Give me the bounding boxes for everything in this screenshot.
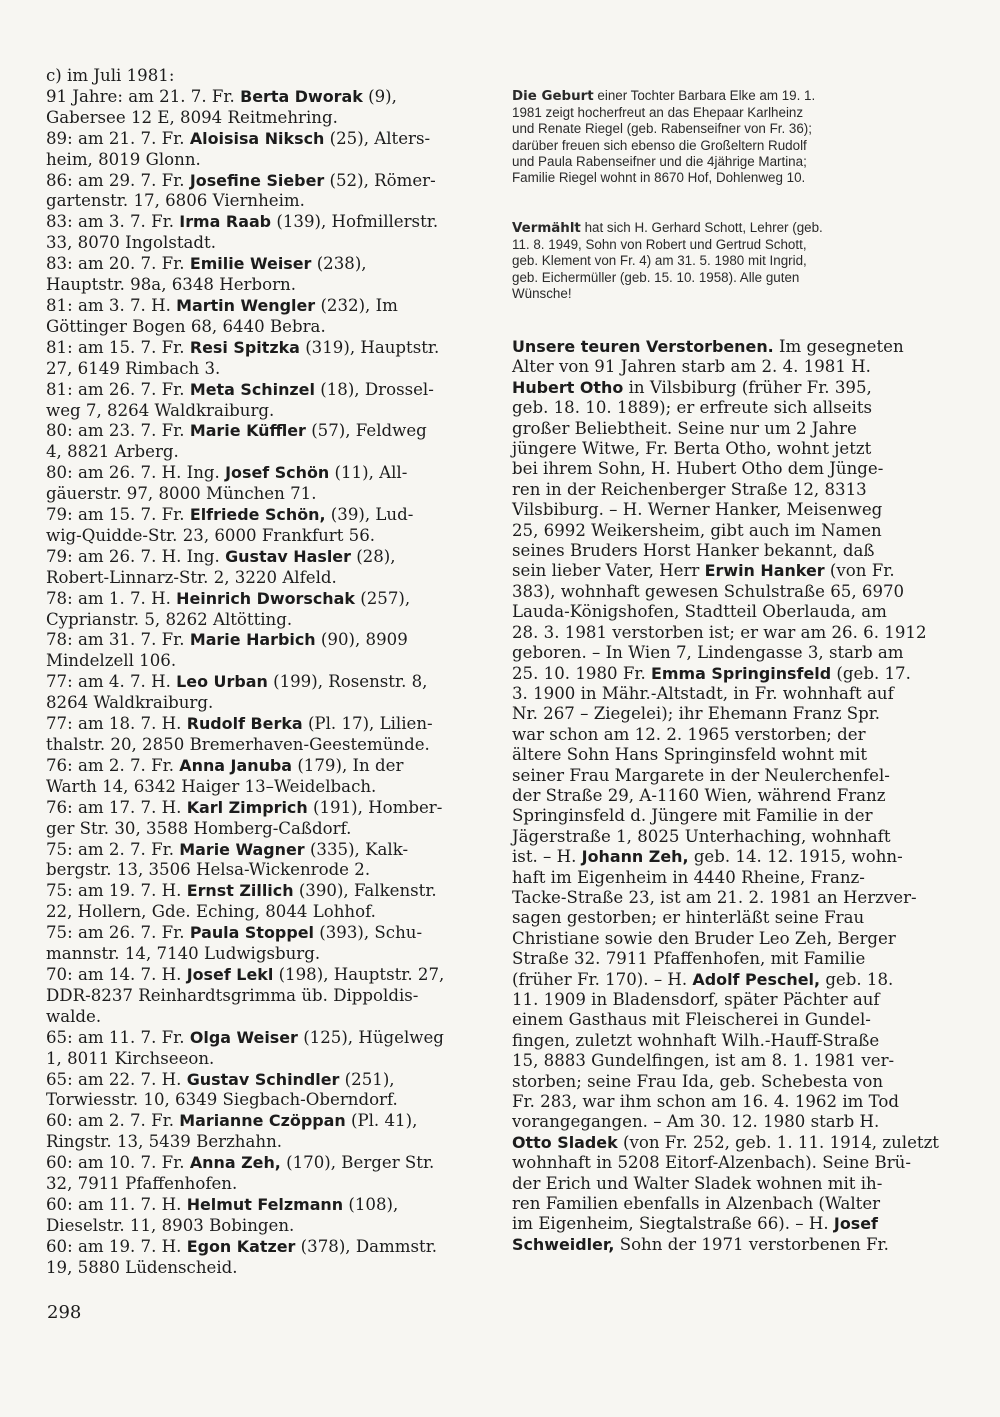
birthday-entry <box>46 798 484 840</box>
text-line: Christiane sowie den Bruder Leo Zeh, Berger <box>512 928 896 948</box>
text-line: Wünsche! <box>512 285 572 301</box>
text-line: 11. 8. 1949, Sohn von Robert und Gertrud Schott, <box>512 237 807 253</box>
person-name: Rudolf Berka <box>186 714 303 734</box>
birthday-entry <box>46 129 484 171</box>
text-line: (von Fr. <box>829 561 895 581</box>
entry-line <box>46 714 484 735</box>
text-line: (früher Fr. 170). – H. <box>512 969 688 989</box>
entry-date: 77: am 4. 7. H. <box>46 672 171 692</box>
birthday-entry <box>46 338 484 380</box>
birthday-entry <box>46 1070 484 1112</box>
entry-detail: (179), In der <box>297 755 404 775</box>
text-line: Lauda-Königshofen, Stadtteil Oberlauda, am <box>512 602 887 622</box>
entry-detail: (52), Römer- <box>329 170 436 190</box>
entry-line <box>46 338 484 359</box>
person-name: Leo Urban <box>176 672 268 692</box>
person-name: Gustav Hasler <box>225 546 351 566</box>
person-name: Schweidler, <box>512 1234 615 1254</box>
text-line: der Erich und Walter Sladek wohnen mit ih- <box>512 1173 883 1193</box>
entry-detail: (9), <box>368 86 397 106</box>
person-name: Ernst Zillich <box>186 881 294 901</box>
entry-date: 70: am 14. 7. H. <box>46 964 182 984</box>
text-line: (von Fr. 252, geb. 1. 11. 1914, zuletzt <box>622 1132 939 1152</box>
entry-date: 75: am 2. 7. Fr. <box>46 839 174 859</box>
entry-detail: (378), Dammstr. <box>300 1236 438 1256</box>
person-name: Resi Spitzka <box>189 337 300 357</box>
entry-address: Hauptstr. 98a, 6348 Herborn. <box>46 275 296 295</box>
text-line: großer Beliebtheit. Seine nur um 2 Jahre <box>512 418 857 438</box>
entry-address: weg 7, 8264 Waldkraiburg. <box>46 400 275 420</box>
person-name: Egon Katzer <box>186 1236 296 1256</box>
entry-address: 32, 7911 Pfaffenhofen. <box>46 1174 238 1194</box>
entry-line <box>46 87 484 108</box>
entry-line <box>46 212 484 233</box>
entry-line <box>46 380 484 401</box>
entry-address: 33, 8070 Ingolstadt. <box>46 233 216 253</box>
birth-lead: Die Geburt <box>512 89 594 104</box>
entry-address: Cyprianstr. 5, 8262 Altötting. <box>46 609 293 629</box>
text-line: Im gesegneten <box>778 337 904 356</box>
page-number: 298 <box>47 1302 82 1323</box>
text-line: Fr. 283, war ihm schon am 16. 4. 1962 im Tod <box>512 1092 900 1112</box>
married-lead: Vermählt <box>512 221 581 236</box>
entry-address: heim, 8019 Glonn. <box>46 149 201 169</box>
person-name: Aloisisa Niksch <box>189 128 325 148</box>
entry-line <box>46 672 484 693</box>
person-name: Josef Lekl <box>186 964 274 984</box>
entry-line <box>46 547 484 568</box>
person-name: Johann Zeh, <box>581 847 689 867</box>
entry-address: Robert-Linnarz-Str. 2, 3220 Alfeld. <box>46 567 337 587</box>
entry-date: 89: am 21. 7. Fr. <box>46 128 185 148</box>
text-line: wohnhaft in 5208 Eitorf-Alzenbach). Seine Brü- <box>512 1153 911 1173</box>
entry-line <box>46 630 484 651</box>
entry-date: 76: am 17. 7. H. <box>46 797 182 817</box>
person-name: Marie Harbich <box>189 630 316 650</box>
text-line: geb. 18. 10. 1889); er erfreute sich allseits <box>512 398 873 418</box>
text-line: sagen gestorben; er hinterläßt seine Frau <box>512 908 865 928</box>
birth-announcement <box>512 88 952 186</box>
text-line: Vilsbiburg. – H. Werner Hanker, Meisenweg <box>512 500 883 520</box>
person-name: Hubert Otho <box>512 377 624 397</box>
entry-detail: (90), 8909 <box>320 630 408 650</box>
entry-line <box>46 505 484 526</box>
entry-date: 77: am 18. 7. H. <box>46 714 182 734</box>
entry-detail: (18), Drossel- <box>320 379 434 399</box>
entry-line <box>46 1195 484 1216</box>
entry-detail: (251), <box>344 1069 395 1089</box>
person-name: Olga Weiser <box>189 1027 298 1047</box>
person-name: Marianne Czöppan <box>179 1111 346 1131</box>
birthday-entry <box>46 1028 484 1070</box>
person-name: Martin Wengler <box>176 295 316 315</box>
person-name: Marie Wagner <box>179 839 305 859</box>
entry-detail: (57), Feldweg <box>311 421 427 441</box>
birthday-entry <box>46 881 484 923</box>
entry-date: 75: am 19. 7. H. <box>46 881 182 901</box>
person-name: Josef Schön <box>225 463 330 483</box>
text-line: Tacke-Straße 23, ist am 21. 2. 1981 an Herzver- <box>512 887 917 907</box>
entry-address: 4, 8821 Arberg. <box>46 442 179 462</box>
person-name: Anna Januba <box>179 755 293 775</box>
entry-address: wig-Quidde-Str. 23, 6000 Frankfurt 56. <box>46 525 376 545</box>
birthday-entry <box>46 1195 484 1237</box>
person-name: Meta Schinzel <box>189 379 315 399</box>
entry-address: thalstr. 20, 2850 Bremerhaven-Geestemünde. <box>46 735 430 754</box>
person-name: Elfriede Schön, <box>189 505 326 525</box>
entry-date: 91 Jahre: am 21. 7. Fr. <box>46 86 235 106</box>
entry-detail: (319), Hauptstr. <box>305 337 440 357</box>
text-line: geb. 18. <box>825 969 894 989</box>
entry-address: 19, 5880 Lüdenscheid. <box>46 1257 238 1277</box>
birthday-entry <box>46 965 484 1028</box>
entry-line <box>46 254 484 275</box>
text-line: seiner Frau Margarete in der Neulerchenfel- <box>512 765 890 785</box>
entry-date: 60: am 10. 7. Fr. <box>46 1153 185 1173</box>
entry-address: bergstr. 13, 3506 Helsa-Wickenrode 2. <box>46 860 371 880</box>
entry-address: 27, 6149 Rimbach 3. <box>46 358 221 378</box>
entry-detail: (39), Lud- <box>330 505 414 525</box>
entry-date: 83: am 20. 7. Fr. <box>46 254 185 274</box>
birthday-entry <box>46 923 484 965</box>
person-name: Emma Springinsfeld <box>651 663 832 683</box>
person-name: Josef <box>833 1214 878 1234</box>
text-line: ren Familien ebenfalls in Alzenbach (Walter <box>512 1194 881 1214</box>
entry-line <box>46 463 484 484</box>
entry-line <box>46 129 484 150</box>
entry-line <box>46 965 484 986</box>
entry-line <box>46 1111 484 1132</box>
entry-line <box>46 798 484 819</box>
entry-detail: (335), Kalk- <box>309 839 409 859</box>
birthday-entry <box>46 212 484 254</box>
entry-date: 80: am 26. 7. H. Ing. <box>46 463 220 483</box>
birthday-entry <box>46 87 484 129</box>
person-name: Adolf Peschel, <box>692 969 821 989</box>
entry-detail: (170), Berger Str. <box>286 1153 435 1173</box>
entry-date: 75: am 26. 7. Fr. <box>46 923 185 943</box>
entry-address: Mindelzell 106. <box>46 651 177 671</box>
text-line: haft im Eigenheim in 4440 Rheine, Franz- <box>512 867 865 887</box>
person-name: Anna Zeh, <box>189 1153 281 1173</box>
birthday-entry <box>46 505 484 547</box>
person-name: Gustav Schindler <box>186 1069 340 1089</box>
person-name: Heinrich Dworschak <box>176 588 355 608</box>
text-line: hat sich H. Gerhard Schott, Lehrer (geb. <box>584 220 823 235</box>
entry-detail: (191), Homber- <box>312 797 443 817</box>
marriage-announcement <box>512 220 952 302</box>
entry-date: 81: am 3. 7. H. <box>46 295 171 315</box>
entry-detail: (390), Falkenstr. <box>298 881 437 901</box>
text-line: storben; seine Frau Ida, geb. Schebesta von <box>512 1071 884 1091</box>
birthday-entry <box>46 1153 484 1195</box>
text-line: 25, 6992 Weikersheim, gibt auch im Namen <box>512 520 882 540</box>
entry-address: 22, Hollern, Gde. Eching, 8044 Lohhof. <box>46 902 376 922</box>
entry-date: 65: am 22. 7. H. <box>46 1069 182 1089</box>
entry-line <box>46 1028 484 1049</box>
entry-line <box>46 1070 484 1091</box>
text-line: vorangegangen. – Am 30. 12. 1980 starb H. <box>512 1112 880 1132</box>
person-name: Emilie Weiser <box>189 254 312 274</box>
entry-address: ger Str. 30, 3588 Homberg-Caßdorf. <box>46 818 352 838</box>
birthday-entry <box>46 1237 484 1279</box>
entry-date: 60: am 2. 7. Fr. <box>46 1111 174 1131</box>
entry-date: 78: am 1. 7. H. <box>46 588 171 608</box>
text-line: fingen, zuletzt wohnhaft Wilh.-Hauff-Straße <box>512 1030 880 1050</box>
entry-detail: (11), All- <box>334 463 408 483</box>
entry-detail: (139), Hofmillerstr. <box>276 212 439 232</box>
text-line: 1981 zeigt hocherfreut an das Ehepaar Karlheinz <box>512 105 804 121</box>
entry-date: 79: am 26. 7. H. Ing. <box>46 546 220 566</box>
entry-date: 83: am 3. 7. Fr. <box>46 212 174 232</box>
text-line: bei ihrem Sohn, H. Hubert Otho dem Jünge- <box>512 459 884 479</box>
entry-line <box>46 923 484 944</box>
text-line: seines Bruders Horst Hanker bekannt, daß <box>512 541 875 561</box>
text-line: und Paula Rabenseifner und die 4jährige Martina; <box>512 153 807 169</box>
entry-date: 79: am 15. 7. Fr. <box>46 505 185 525</box>
entry-address: mannstr. 14, 7140 Ludwigsburg. <box>46 944 321 964</box>
entry-detail: (108), <box>348 1194 399 1214</box>
person-name: Berta Dworak <box>240 86 363 106</box>
person-name: Paula Stoppel <box>189 923 314 943</box>
text-line: Sohn der 1971 verstorbenen Fr. <box>619 1234 889 1254</box>
birthday-entry <box>46 1111 484 1153</box>
entry-detail: (257), <box>360 588 411 608</box>
birthday-entry <box>46 714 484 756</box>
text-line: Alter von 91 Jahren starb am 2. 4. 1981 H. <box>512 357 871 377</box>
entry-date: 81: am 15. 7. Fr. <box>46 337 185 357</box>
text-line: Jägerstraße 1, 8025 Unterhaching, wohnhaft <box>512 826 891 846</box>
text-line: Familie Riegel wohnt in 8670 Hof, Dohlenweg 10. <box>512 170 806 186</box>
text-line: war schon am 12. 2. 1965 verstorben; der <box>512 724 866 744</box>
entry-address: gartenstr. 17, 6806 Viernheim. <box>46 191 305 211</box>
entry-line <box>46 589 484 610</box>
birthday-entry <box>46 380 484 422</box>
text-line: 28. 3. 1981 verstorben ist; er war am 26. 6. 1912 <box>512 622 927 642</box>
entry-date: 78: am 31. 7. Fr. <box>46 630 185 650</box>
text-line: 3. 1900 in Mähr.-Altstadt, in Fr. wohnhaft auf <box>512 683 894 703</box>
text-line: jüngere Witwe, Fr. Berta Otho, wohnt jetzt <box>512 439 872 459</box>
text-line: 383), wohnhaft gewesen Schulstraße 65, 6970 <box>512 581 905 601</box>
person-name: Karl Zimprich <box>186 797 308 817</box>
entry-line <box>46 171 484 192</box>
obituaries-heading: Unsere teuren Verstorbenen. <box>512 337 774 356</box>
text-line: und Renate Riegel (geb. Rabenseifner von Fr. 36); <box>512 121 812 137</box>
text-line: 25. 10. 1980 Fr. <box>512 663 646 683</box>
entry-line <box>46 1237 484 1258</box>
entry-detail: (199), Rosenstr. 8, <box>273 672 428 692</box>
text-line: geboren. – In Wien 7, Lindengasse 3, starb am <box>512 643 904 663</box>
entry-line <box>46 840 484 861</box>
entry-date: 86: am 29. 7. Fr. <box>46 170 185 190</box>
entry-date: 81: am 26. 7. Fr. <box>46 379 185 399</box>
birthday-entry <box>46 421 484 463</box>
birthday-entries <box>46 87 484 1279</box>
entry-date: 60: am 19. 7. H. <box>46 1236 182 1256</box>
entry-detail: (Pl. 17), Lilien- <box>307 714 433 734</box>
entry-date: 80: am 23. 7. Fr. <box>46 421 185 441</box>
text-line: Springinsfeld d. Jüngere mit Familie in der <box>512 806 873 826</box>
text-line: geb. Klement von Fr. 4) am 31. 5. 1980 mit Ingrid, <box>512 253 807 269</box>
entry-address: Warth 14, 6342 Haiger 13–Weidelbach. <box>46 776 377 796</box>
person-name: Irma Raab <box>179 212 272 232</box>
text-line: ren in der Reichenberger Straße 12, 8313 <box>512 479 867 499</box>
entry-line <box>46 881 484 902</box>
person-name: Erwin Hanker <box>704 561 825 581</box>
entry-detail: (393), Schu- <box>319 923 423 943</box>
entry-line <box>46 296 484 317</box>
text-line: der Straße 29, A-1160 Wien, während Franz <box>512 785 886 805</box>
birthday-entry <box>46 171 484 213</box>
birthday-entry <box>46 296 484 338</box>
text-line: geb. 14. 12. 1915, wohn- <box>693 847 903 867</box>
text-line: 15, 8883 Gundelfingen, ist am 8. 1. 1981 ver- <box>512 1051 895 1071</box>
text-line: ist. – H. <box>512 847 577 867</box>
person-name: Otto Sladek <box>512 1132 618 1152</box>
entry-detail: (232), Im <box>320 295 398 315</box>
entry-date: 76: am 2. 7. Fr. <box>46 755 174 775</box>
text-line: 11. 1909 in Bladensdorf, später Pächter auf <box>512 990 880 1009</box>
entry-line <box>46 756 484 777</box>
text-line: darüber freuen sich ebenso die Großeltern Rudolf <box>512 137 807 153</box>
text-line: ältere Sohn Hans Springinsfeld wohnt mit <box>512 745 867 765</box>
birthday-entry <box>46 254 484 296</box>
section-heading: c) im Juli 1981: <box>46 66 175 85</box>
entry-address: 8264 Waldkraiburg. <box>46 693 214 713</box>
obituaries-section <box>512 337 952 1255</box>
birthday-entry <box>46 672 484 714</box>
birthday-entry <box>46 547 484 589</box>
entry-detail: (28), <box>356 546 396 566</box>
text-line: sein lieber Vater, Herr <box>512 561 700 581</box>
birthday-entry <box>46 756 484 798</box>
entry-address: DDR-8237 Reinhardtsgrimma üb. Dippoldis- <box>46 985 419 1005</box>
entry-detail: (198), Hauptstr. 27, <box>278 964 445 984</box>
entry-detail: (238), <box>316 254 367 274</box>
birthday-entry <box>46 589 484 631</box>
entry-detail: (Pl. 41), <box>350 1111 418 1131</box>
text-line: geb. Eichermüller (geb. 15. 10. 1958). Alle guten <box>512 269 800 285</box>
entry-address: walde. <box>46 1006 102 1026</box>
entry-address: Göttinger Bogen 68, 6440 Bebra. <box>46 316 326 336</box>
birthday-list-column <box>46 66 484 1279</box>
birthday-entry <box>46 630 484 672</box>
entry-address: Dieselstr. 11, 8903 Bobingen. <box>46 1215 295 1235</box>
birthday-entry <box>46 463 484 505</box>
person-name: Helmut Felzmann <box>186 1194 344 1214</box>
text-line: einer Tochter Barbara Elke am 19. 1. <box>597 88 816 103</box>
entry-line <box>46 421 484 442</box>
text-line: (geb. 17. <box>836 663 911 683</box>
birthday-entry <box>46 840 484 882</box>
entry-address: 1, 8011 Kirchseeon. <box>46 1048 215 1068</box>
entry-address: gäuerstr. 97, 8000 München 71. <box>46 484 317 504</box>
text-line: Nr. 267 – Ziegelei); ihr Ehemann Franz Spr. <box>512 704 881 724</box>
entry-detail: (25), Alters- <box>329 128 431 148</box>
text-line: einem Gasthaus mit Fleischerei in Gundel- <box>512 1010 871 1030</box>
text-line: Straße 32. 7911 Pfaffenhofen, mit Familie <box>512 949 866 969</box>
person-name: Marie Küffler <box>189 421 306 441</box>
person-name: Josefine Sieber <box>189 170 325 190</box>
entry-date: 60: am 11. 7. H. <box>46 1194 182 1214</box>
entry-address: Ringstr. 13, 5439 Berzhahn. <box>46 1132 283 1152</box>
entry-address: Gabersee 12 E, 8094 Reitmehring. <box>46 107 338 127</box>
entry-date: 65: am 11. 7. Fr. <box>46 1027 185 1047</box>
text-line: im Eigenheim, Siegtalstraße 66). – H. <box>512 1214 829 1234</box>
entry-detail: (125), Hügelweg <box>303 1027 444 1047</box>
text-line: in Vilsbiburg (früher Fr. 395, <box>628 377 872 397</box>
entry-address: Torwiesstr. 10, 6349 Siegbach-Oberndorf. <box>46 1090 398 1110</box>
entry-line <box>46 1153 484 1174</box>
